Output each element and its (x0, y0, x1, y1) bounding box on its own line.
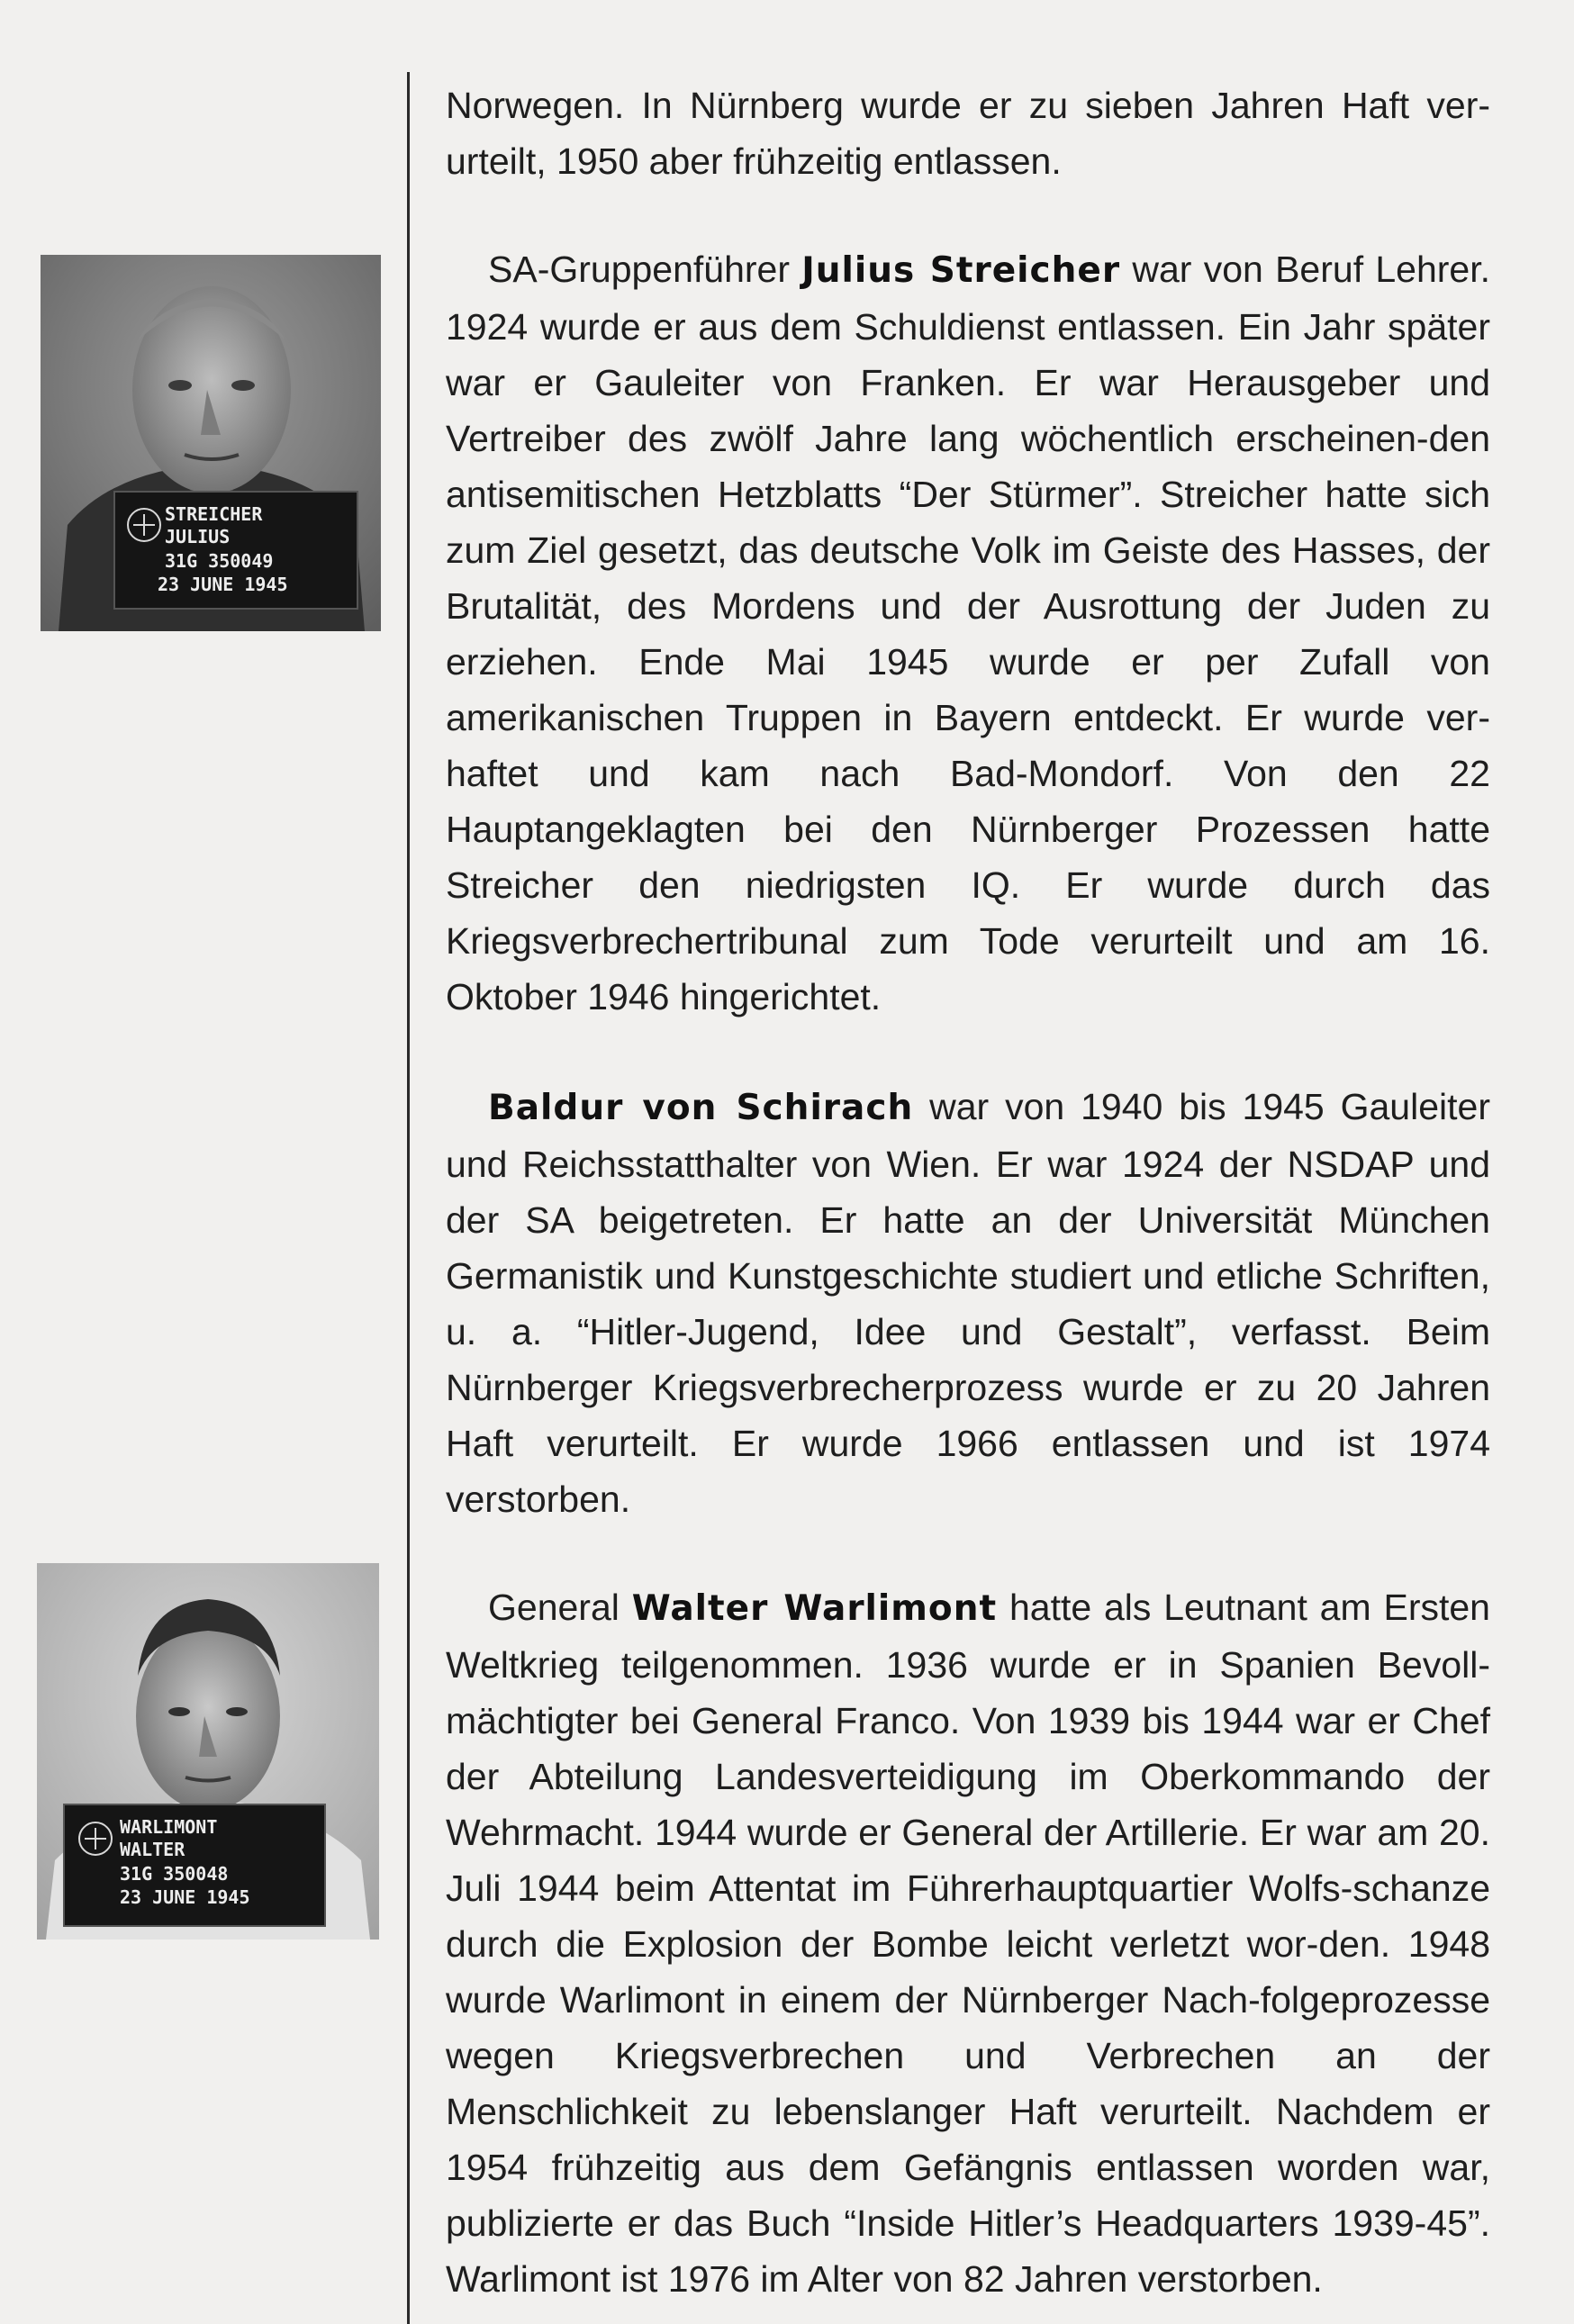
paragraph-text: war von 1940 bis 1945 Gauleiter und Reichsstatthalter von Wien. Er war 1924 der NSDAP und der SA beigetreten. Er hatte an der Universität München Germanistik und Kunstgeschichte studiert und etliche Schriften, u. a. “Hitler-Jugend, Idee und Gestalt”, verfasst. Beim Nürnberger Kriegsverbrecherprozess wurde er zu 20 Jahren Haft verurteilt. Er wurde 1966 entlassen und ist 1974 verstorben. (446, 1086, 1490, 1520)
plate-line-3: 31G 350048 (120, 1863, 229, 1885)
person-name: Julius Streicher (801, 250, 1121, 291)
paragraph-streicher (446, 241, 1490, 1025)
paragraph-warlimont (446, 1579, 1490, 2307)
paragraph-text: Norwegen. In Nürnberg wurde er zu sieben Jahren Haft ver-urteilt, 1950 aber frühzeitig entlassen. (446, 85, 1490, 182)
paragraph-lead: General (488, 1587, 632, 1628)
paragraph-schirach (446, 1079, 1490, 1527)
mugshot-image (37, 1563, 379, 1940)
paragraph-text: hatte als Leutnant am Ersten Weltkrieg teilgenommen. 1936 wurde er in Spanien Bevoll-mächtigter bei General Franco. Von 1939 bis 1944 war er Chef der Abteilung Landesverteidigung im Oberkommando der Wehrmacht. 1944 wurde er General der Artillerie. Er war am 20. Juli 1944 beim Attentat im Führerhauptquartier Wolfs-schanze durch die Explosion der Bombe leicht verletzt wor-den. 1948 wurde Warlimont in einem der Nürnberger Nach-folgeprozesse wegen Kriegsverbrechen und Verbrechen an der Menschlichkeit zu lebenslanger Haft verurteilt. Nachdem er 1954 frühzeitig aus dem Gefängnis entlassen worden war, publizierte er das Buch “Inside Hitler’s Headquarters 1939-45”. Warlimont ist 1976 im Alter von 82 Jahren verstorben. (446, 1587, 1490, 2300)
plate-line-1: STREICHER (165, 503, 263, 525)
plate-line-2: JULIUS (165, 526, 231, 547)
paragraph-lead: SA-Gruppenführer (488, 249, 802, 290)
person-name: Baldur von Schirach (488, 1088, 914, 1128)
photo-julius-streicher (41, 255, 381, 631)
mugshot-image (41, 255, 381, 631)
photo-walter-warlimont (37, 1563, 379, 1940)
plate-line-1: WARLIMONT (120, 1816, 218, 1838)
plate-line-3: 31G 350049 (165, 550, 274, 572)
plate-line-4: 23 JUNE 1945 (158, 574, 288, 595)
column-divider (407, 72, 410, 2324)
paragraph-continuation (446, 77, 1490, 189)
plate-line-2: WALTER (120, 1839, 185, 1860)
paragraph-text: war von Beruf Lehrer. 1924 wurde er aus dem Schuldienst entlassen. Ein Jahr später war er Gauleiter von Franken. Er war Herausgeber und Vertreiber des zwölf Jahre lang wöchentlich erscheinen-den antisemitischen Hetzblatts “Der Stürmer”. Streicher hatte sich zum Ziel gesetzt, das deutsche Volk im Geiste des Hasses, der Brutalität, des Mordens und der Ausrottung der Juden zu erziehen. Ende Mai 1945 wurde er per Zufall von amerikanischen Truppen in Bayern entdeckt. Er wurde ver-haftet und kam nach Bad-Mondorf. Von den 22 Hauptangeklagten bei den Nürnberger Prozessen hatte Streicher den niedrigsten IQ. Er wurde durch das Kriegsverbrechertribunal zum Tode verurteilt und am 16. Oktober 1946 hingerichtet. (446, 249, 1490, 1017)
plate-line-4: 23 JUNE 1945 (120, 1886, 250, 1908)
person-name: Walter Warlimont (631, 1588, 998, 1629)
